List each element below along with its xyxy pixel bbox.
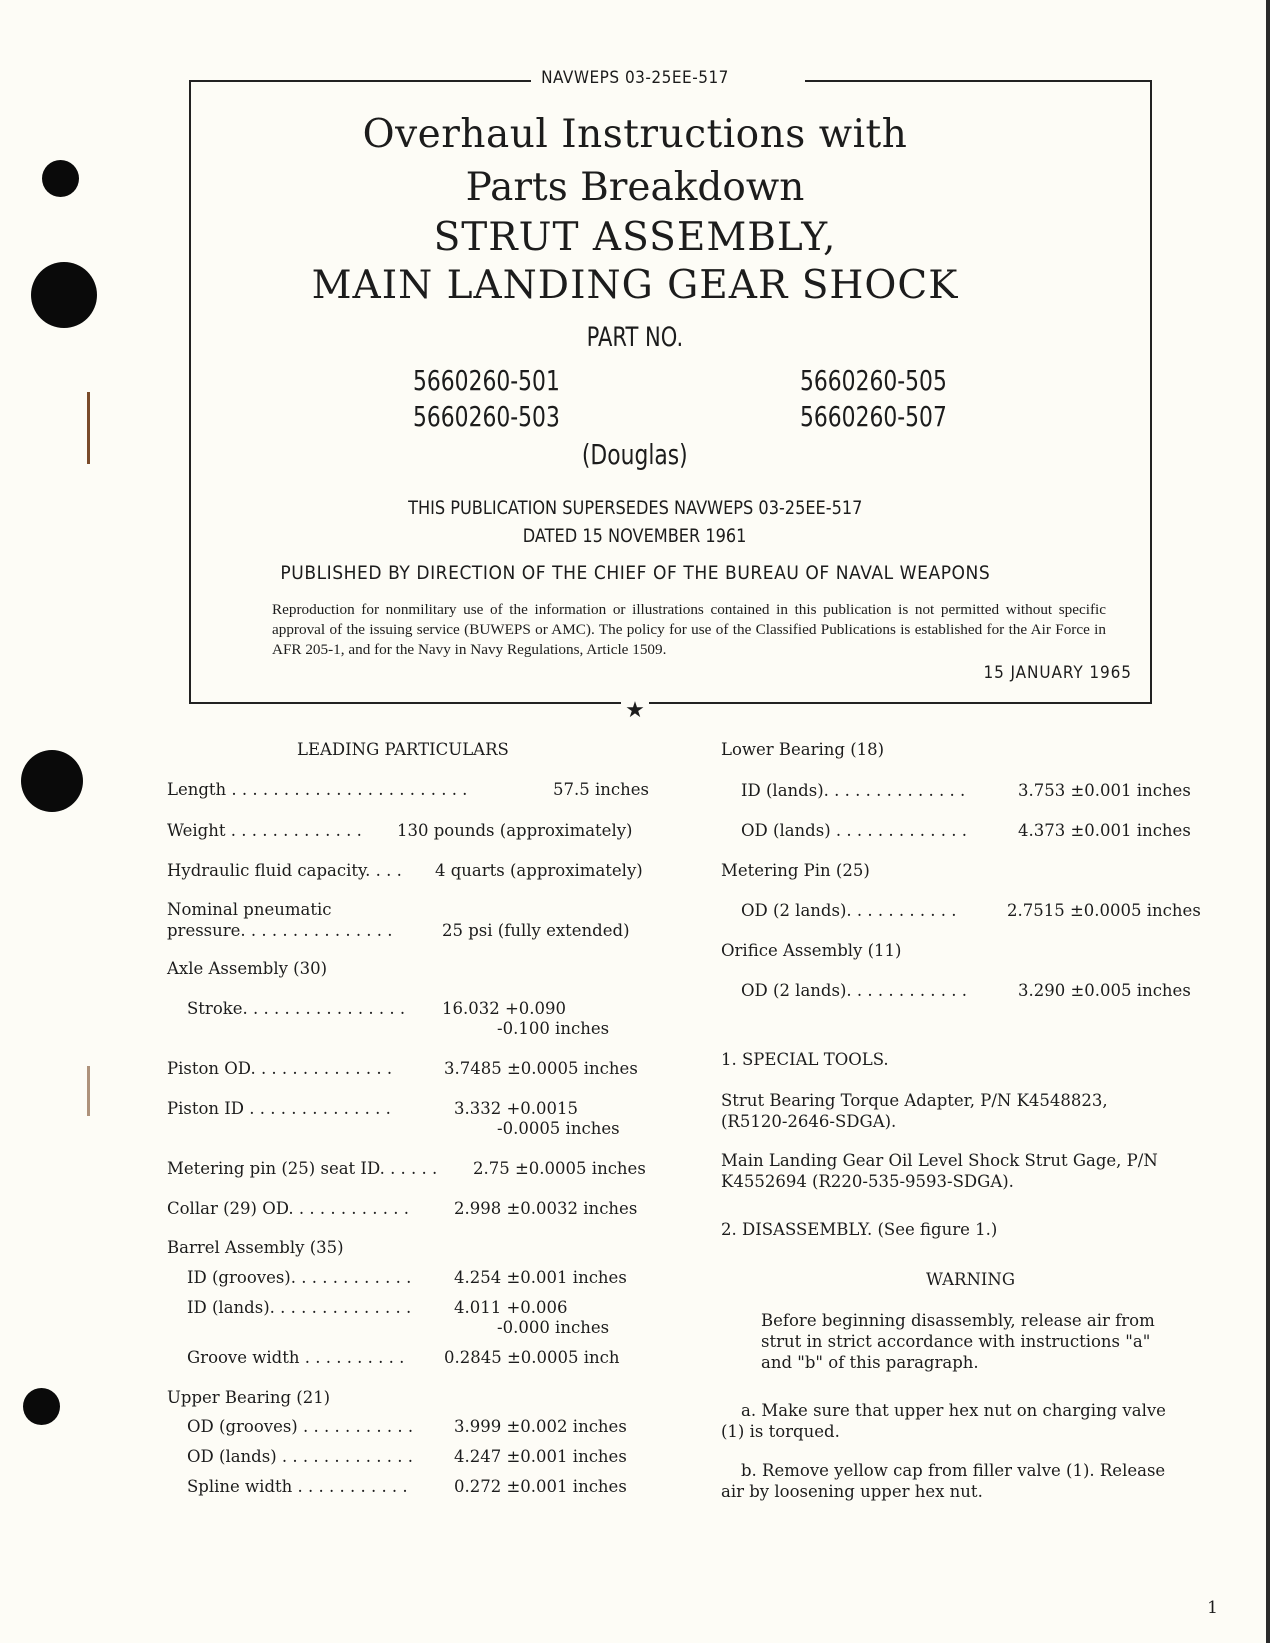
particular-value: 130 pounds (approximately) [397, 821, 633, 840]
particular-value: 3.290 ±0.005 inches [1018, 981, 1191, 1000]
title-line-4: MAIN LANDING GEAR SHOCK [311, 263, 959, 308]
particular-row: Groove width . . . . . . . . . . [187, 1348, 405, 1367]
particular-group-heading: Lower Bearing (18) [721, 740, 885, 759]
particular-value: 4.254 ±0.001 inches [454, 1268, 627, 1287]
particular-row: OD (lands) . . . . . . . . . . . . . [187, 1447, 414, 1466]
part-number: 5660260-507 [800, 400, 947, 433]
leading-particulars-heading: LEADING PARTICULARS [297, 740, 509, 759]
particular-row: OD (2 lands). . . . . . . . . . . [741, 901, 957, 920]
particular-row: OD (grooves) . . . . . . . . . . . [187, 1417, 414, 1436]
warning-text: Before beginning disassembly, release air from strut in strict accordance with instructions "a" and "b" of this paragraph. [761, 1311, 1155, 1372]
part-number: 5660260-505 [800, 364, 947, 397]
particular-value-line2: -0.000 inches [497, 1318, 610, 1337]
title-line-3: STRUT ASSEMBLY, [433, 215, 837, 260]
particular-row: Stroke. . . . . . . . . . . . . . . . [187, 999, 406, 1018]
particular-group-heading: Barrel Assembly (35) [167, 1238, 344, 1257]
particular-row: Piston OD. . . . . . . . . . . . . . [167, 1059, 393, 1078]
title-line-2: Parts Breakdown [465, 165, 805, 210]
particular-value: 2.7515 ±0.0005 inches [1007, 901, 1201, 920]
particular-value: 3.332 +0.0015 [454, 1099, 579, 1118]
supersedes-line-2: DATED 15 NOVEMBER 1961 [523, 525, 747, 547]
particular-value: 25 psi (fully extended) [442, 921, 630, 940]
particular-row: Weight . . . . . . . . . . . . . [167, 821, 362, 840]
particular-row: Hydraulic fluid capacity. . . . [167, 861, 402, 880]
part-number: 5660260-501 [413, 364, 560, 397]
particular-value: 3.7485 ±0.0005 inches [444, 1059, 638, 1078]
disassembly-step-b: b. Remove yellow cap from filler valve (1). Release air by loosening upper hex nut. [721, 1461, 1166, 1501]
particular-value-line2: -0.0005 inches [497, 1119, 620, 1138]
particular-group-heading: Axle Assembly (30) [167, 959, 328, 978]
particular-row: Piston ID . . . . . . . . . . . . . . [167, 1099, 391, 1118]
binder-hole-4 [23, 1388, 60, 1425]
particular-row: ID (grooves). . . . . . . . . . . . [187, 1268, 412, 1287]
particular-value: 3.999 ±0.002 inches [454, 1417, 627, 1436]
star-separator [0, 700, 1270, 722]
particular-value: 4.247 ±0.001 inches [454, 1447, 627, 1466]
particular-row: Spline width . . . . . . . . . . . [187, 1477, 408, 1496]
part-no-label: PART NO. [586, 322, 684, 353]
particular-row: Metering pin (25) seat ID. . . . . . [167, 1159, 438, 1178]
particular-group-heading: Upper Bearing (21) [167, 1388, 331, 1407]
particular-value: 2.998 ±0.0032 inches [454, 1199, 638, 1218]
title-line-1: Overhaul Instructions with [362, 112, 908, 157]
document-number: NAVWEPS 03-25EE-517 [0, 68, 1270, 88]
particular-value: 3.753 ±0.001 inches [1018, 781, 1191, 800]
particular-value: 0.272 ±0.001 inches [454, 1477, 627, 1496]
particular-group-heading: Orifice Assembly (11) [721, 941, 902, 960]
special-tool-2: Main Landing Gear Oil Level Shock Strut Gage, P/N K4552694 (R220-535-9593-SDGA). [721, 1151, 1158, 1191]
particular-row: Length . . . . . . . . . . . . . . . . . . . . . . . [167, 780, 468, 799]
particular-row: OD (lands) . . . . . . . . . . . . . [741, 821, 968, 840]
section-heading-special-tools: 1. SPECIAL TOOLS. [721, 1050, 889, 1069]
binder-hole-3 [21, 750, 83, 812]
particular-value: 4.373 ±0.001 inches [1018, 821, 1191, 840]
reproduction-notice: Reproduction for nonmilitary use of the information or illustrations contained in this publication is not permitted without specific approval of the issuing service (BUWEPS or AMC). The policy for use of the Classified Publications is established for the Air Force in AFR 205-1, and for the Navy in Navy Regulations, Article 1509. [272, 601, 1106, 658]
particular-value: 4 quarts (approximately) [435, 861, 643, 880]
particular-value: 2.75 ±0.0005 inches [473, 1159, 646, 1178]
binding-staple-mark [87, 1066, 90, 1116]
published-by: PUBLISHED BY DIRECTION OF THE CHIEF OF THE BUREAU OF NAVAL WEAPONS [280, 562, 990, 584]
supersedes-line-1: THIS PUBLICATION SUPERSEDES NAVWEPS 03-25EE-517 [407, 497, 863, 519]
particular-row: OD (2 lands). . . . . . . . . . . . [741, 981, 968, 1000]
particular-row: ID (lands). . . . . . . . . . . . . . [187, 1298, 412, 1317]
particular-value: 0.2845 ±0.0005 inch [444, 1348, 620, 1367]
particular-value: 57.5 inches [553, 780, 649, 799]
particular-row: Nominal pneumatic [167, 900, 332, 919]
publication-date: 15 JANUARY 1965 [983, 663, 1132, 683]
section-heading-disassembly: 2. DISASSEMBLY. (See figure 1.) [721, 1220, 998, 1239]
star-icon: ★ [621, 698, 649, 723]
particular-row: pressure. . . . . . . . . . . . . . . [167, 921, 393, 940]
particular-row: Collar (29) OD. . . . . . . . . . . . [167, 1199, 409, 1218]
page-number: 1 [1207, 1598, 1218, 1618]
special-tool-1: Strut Bearing Torque Adapter, P/N K4548823, (R5120-2646-SDGA). [721, 1091, 1108, 1131]
particular-value: 16.032 +0.090 [442, 999, 567, 1018]
particular-value-line2: -0.100 inches [497, 1019, 610, 1038]
particular-group-heading: Metering Pin (25) [721, 861, 870, 880]
disassembly-step-a: a. Make sure that upper hex nut on charging valve (1) is torqued. [721, 1401, 1166, 1441]
particular-row: ID (lands). . . . . . . . . . . . . . [741, 781, 966, 800]
particular-value: 4.011 +0.006 [454, 1298, 568, 1317]
warning-title: WARNING [926, 1270, 1016, 1289]
manufacturer: (Douglas) [582, 438, 688, 471]
part-number: 5660260-503 [413, 400, 560, 433]
